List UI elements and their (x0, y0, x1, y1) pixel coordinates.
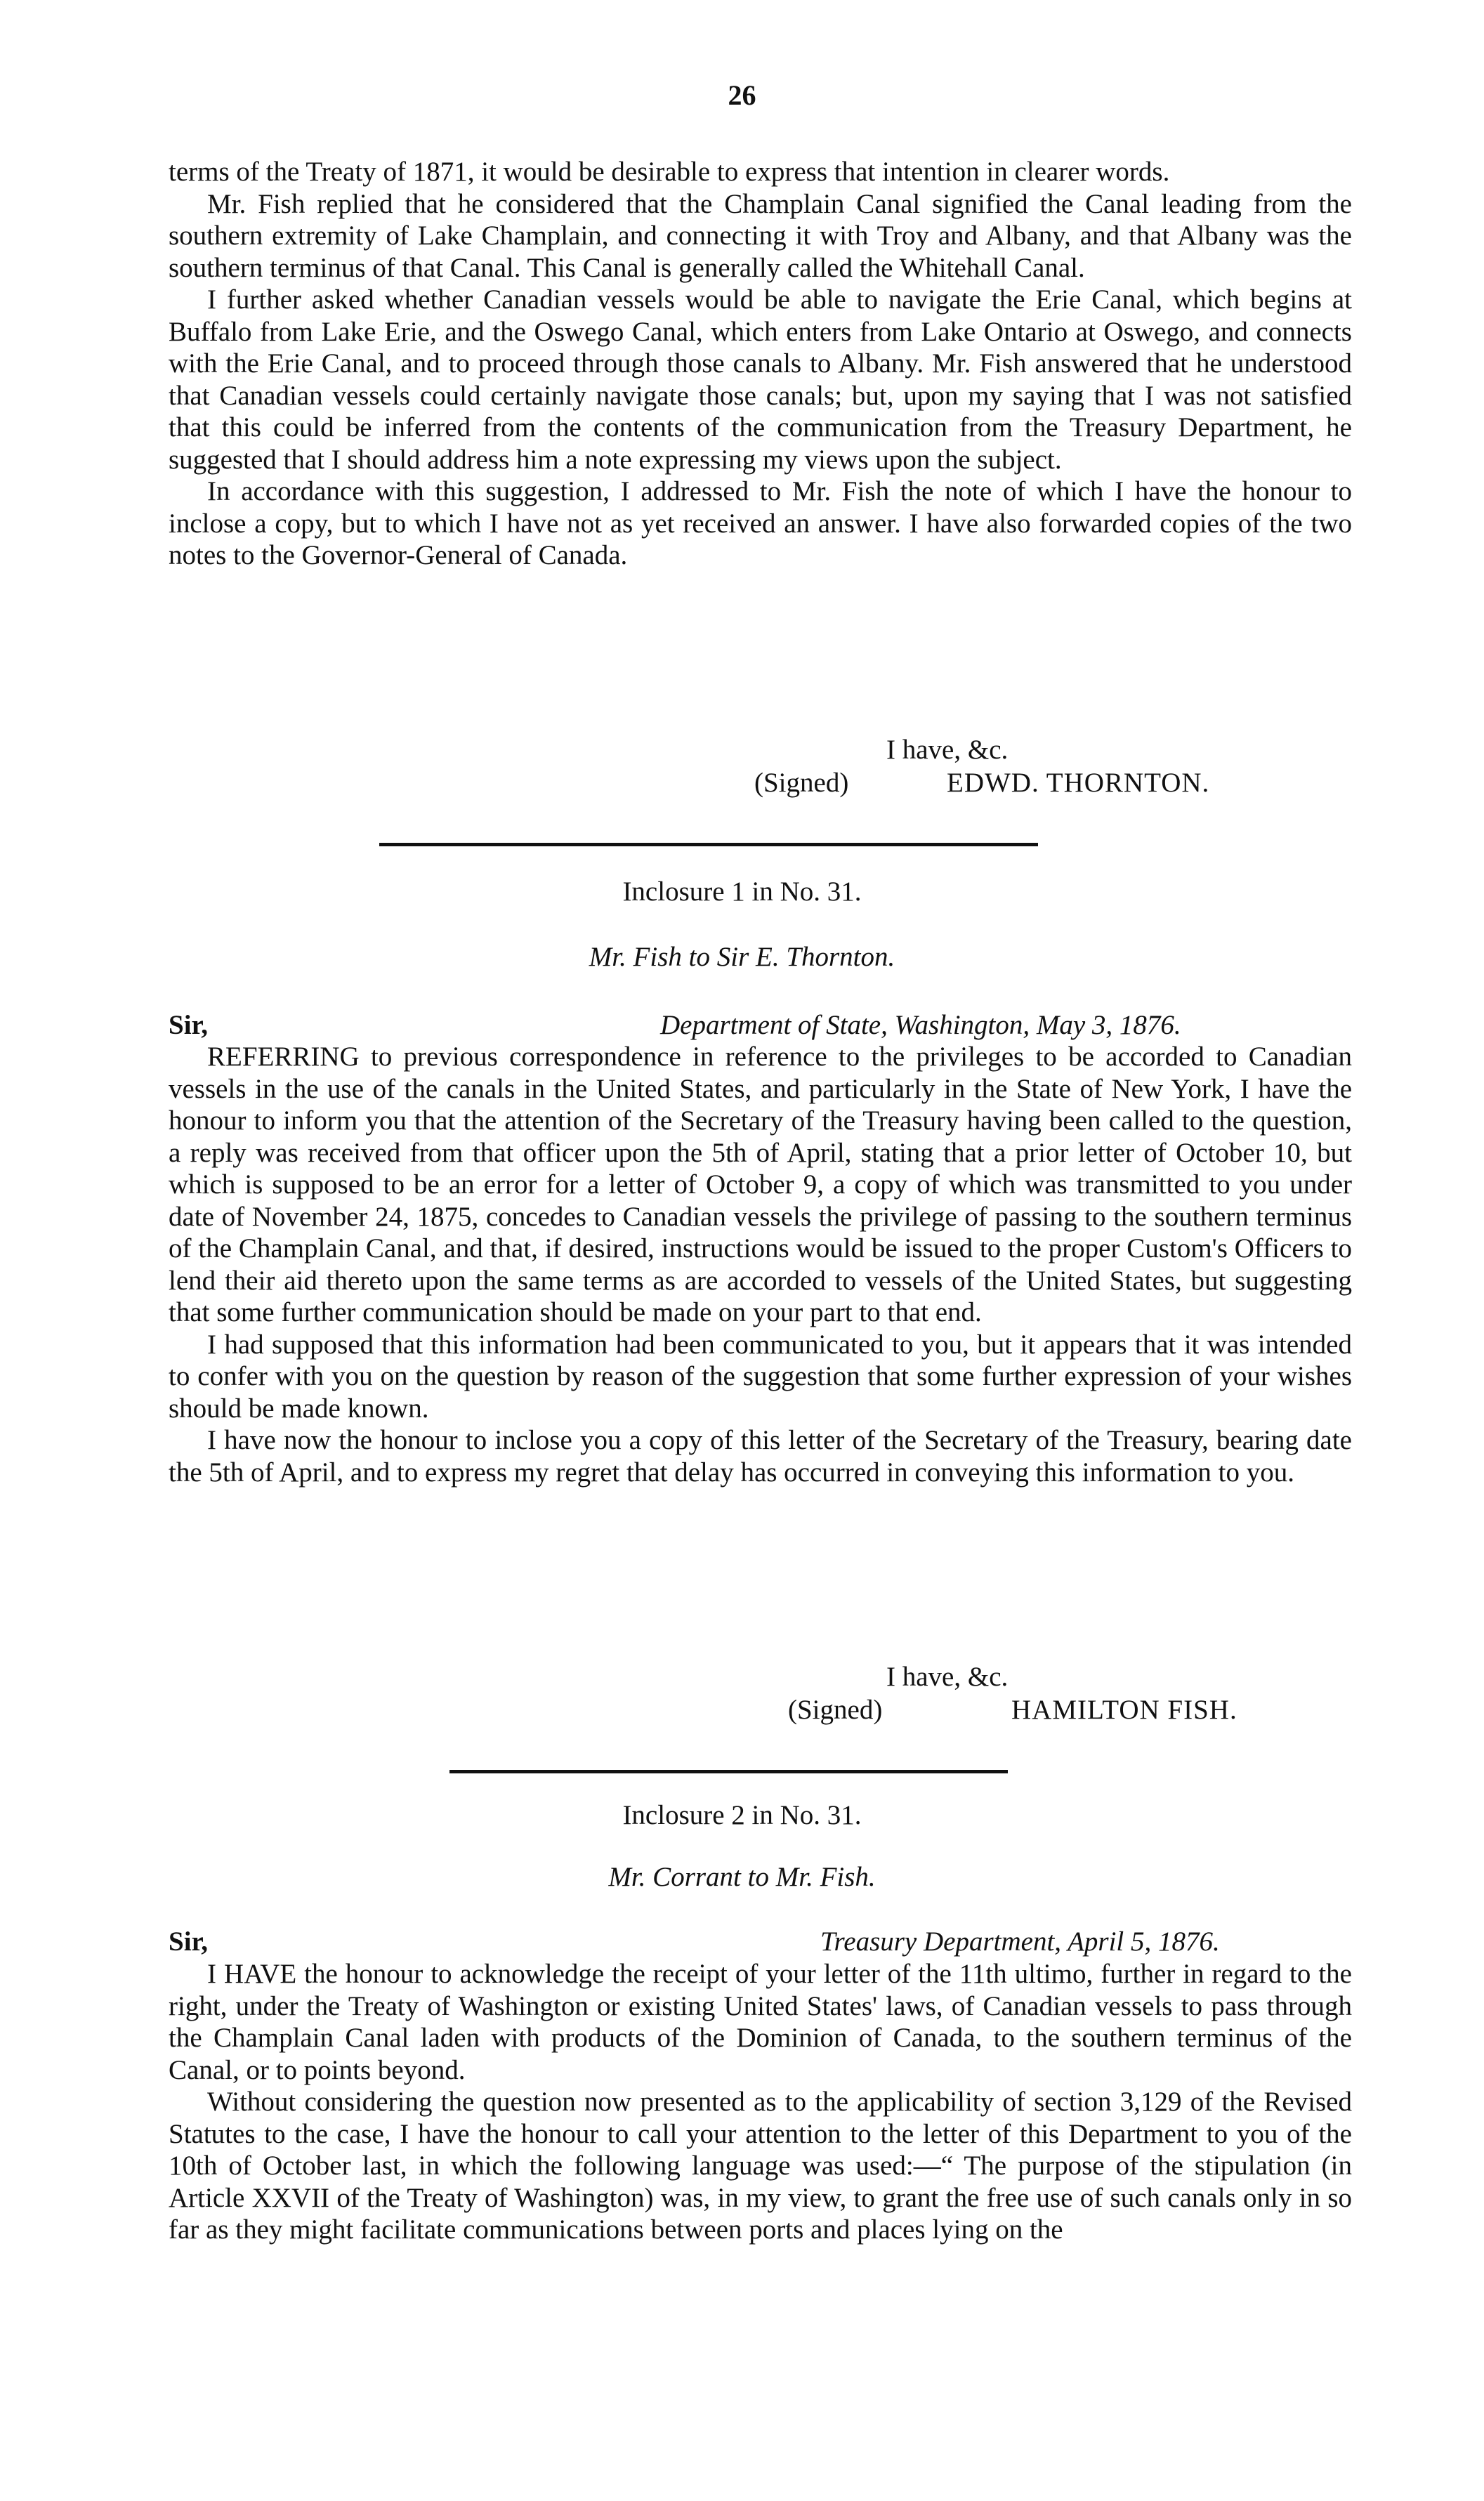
inclosure-1-subheading: Mr. Fish to Sir E. Thornton. (589, 942, 895, 972)
opening-paragraph-3: I further asked whether Canadian vessels would be able to navigate the Erie Canal, which begins at Buffalo from Lake Erie, and the Oswego Canal, which enters from Lake Ontario at Oswego, and connects with the Erie Canal, and to proceed through those canals to Albany. Mr. Fish answered that he understood that Canadian vessels could certainly navigate those canals; but, upon my saying that I was not satisfied that this could be inferred from the contents of the communication from the Treasury Department, he suggested that I should address him a note expressing my views upon the subject. (169, 284, 1352, 475)
inclosure-1-heading: Inclosure 1 in No. 31. (622, 877, 862, 907)
inclosure-2-dateline: Treasury Department, April 5, 1876. (820, 1926, 1220, 1957)
inclosure-2-salutation: Sir, (169, 1926, 209, 1957)
inclosure-2-heading: Inclosure 2 in No. 31. (622, 1800, 862, 1830)
opening-signed-label: (Signed) (754, 768, 849, 798)
opening-closing: I have, &c. (886, 735, 1009, 765)
opening-signatory: EDWD. THORNTON. (947, 768, 1210, 798)
opening-paragraph-4: In accordance with this suggestion, I addressed to Mr. Fish the note of which I have the honour to inclose a copy, but to which I have not as yet received an answer. I have also forwarded copies of the two notes to the Governor-General of Canada. (169, 476, 1352, 570)
page-number: 26 (728, 79, 756, 111)
inclosure-1-paragraph-1: REFERRING to previous correspondence in reference to the privileges to be accorded to Canadian vessels in the use of the canals in the United States, and particularly in the State of New York, I have the honour to inform you that the attention of the Secretary of the Treasury having been called to the question, a reply was received from that officer upon the 5th of April, stating that a prior letter of October 10, but which is supposed to be an error for a letter of October 9, a copy of which was transmitted to you under date of November 24, 1875, concedes to Canadian vessels the privilege of passing to the southern terminus of the Champlain Canal, and that, if desired, instructions would be issued to the proper Custom's Officers to lend their aid thereto upon the same terms as are accorded to vessels of the United States, but suggesting that some further communication should be made on your part to that end. (169, 1042, 1352, 1327)
section-divider (449, 1770, 1008, 1773)
inclosure-1-dateline: Department of State, Washington, May 3, 1876. (660, 1010, 1181, 1040)
inclosure-2-paragraph-2: Without considering the question now presented as to the applicability of section 3,129 of the Revised Statutes to the case, I have the honour to call your attention to the letter of this Department to you of the 10th of October last, in which the following language was used:—“ The purpose of the stipulation (in Article XXVII of the Treaty of Washington) was, in my view, to grant the free use of such canals only in so far as they might facilitate communications between ports and places lying on the (169, 2087, 1352, 2245)
inclosure-1-body (169, 1041, 1352, 1488)
inclosure-1-signed-label: (Signed) (788, 1695, 883, 1725)
opening-letter-body (169, 156, 1352, 572)
inclosure-1-paragraph-2: I had supposed that this information had been communicated to you, but it appears that it was intended to confer with you on the question by reason of the suggestion that some further expression of your wishes should be made known. (169, 1329, 1352, 1424)
inclosure-2-subheading: Mr. Corrant to Mr. Fish. (608, 1862, 876, 1892)
inclosure-1-salutation: Sir, (169, 1010, 209, 1040)
inclosure-1-signatory: HAMILTON FISH. (1011, 1695, 1237, 1725)
inclosure-1-closing: I have, &c. (886, 1662, 1009, 1692)
section-divider (379, 843, 1038, 846)
inclosure-1-paragraph-3: I have now the honour to inclose you a copy of this letter of the Secretary of the Treasury, bearing date the 5th of April, and to express my regret that delay has occurred in conveying this information to you. (169, 1425, 1352, 1488)
inclosure-2-paragraph-1: I HAVE the honour to acknowledge the receipt of your letter of the 11th ultimo, further in regard to the right, under the Treaty of Washington or existing United States' laws, of Canadian vessels to pass through the Champlain Canal laden with products of the Dominion of Canada, to the southern terminus of the Canal, or to points beyond. (169, 1959, 1352, 2085)
opening-paragraph-2: Mr. Fish replied that he considered that the Champlain Canal signified the Canal leading from the southern extremity of Lake Champlain, and connecting it with Troy and Albany, and that Albany was the southern terminus of that Canal. This Canal is generally called the Whitehall Canal. (169, 188, 1352, 283)
inclosure-2-body (169, 1958, 1352, 2246)
opening-paragraph-1: terms of the Treaty of 1871, it would be desirable to express that intention in clearer words. (169, 157, 1170, 187)
